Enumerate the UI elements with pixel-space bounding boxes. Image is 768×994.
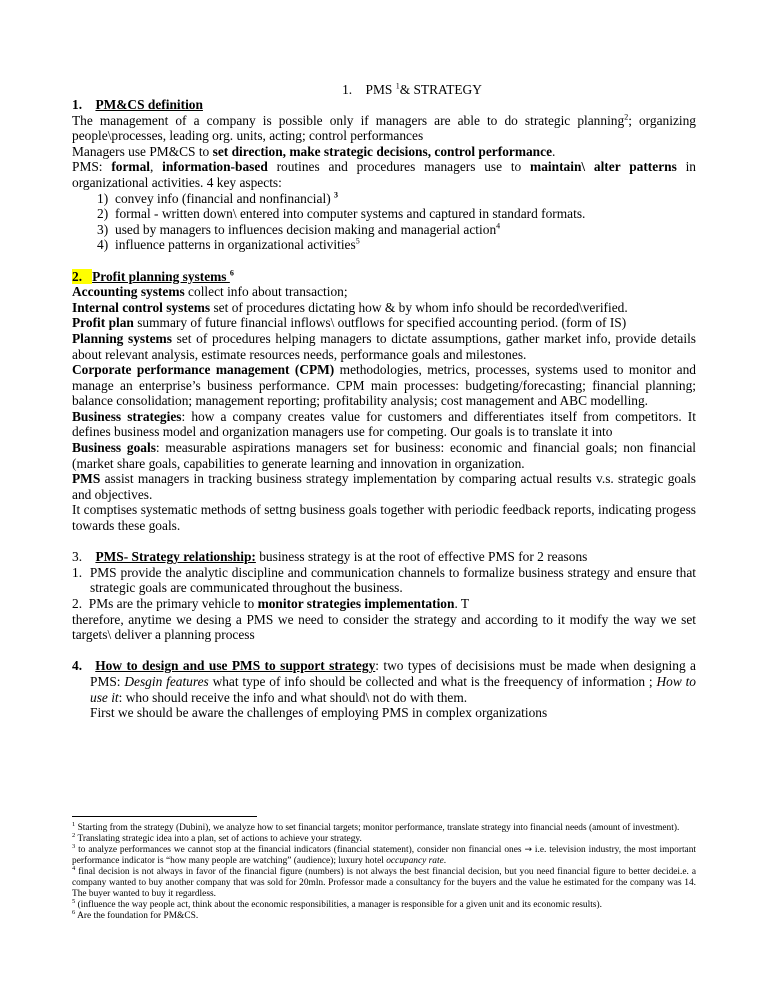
def-business-goals: Business goals: measurable aspirations managers set for business: economic and financial goals; non financial (market share goals, capabilities to generate learning and innovation in organization.	[72, 440, 696, 471]
def-planning-systems: Planning systems set of procedures helping managers to dictate assumptions, gather market info, provide details about relevant analysis, estimate resources needs, performance goals and milestones.	[72, 330, 696, 362]
list-item: 1) convey info (financial and nonfinancial) $^3$	[97, 190, 338, 206]
s3-conclusion: therefore, anytime we desing a PMS we need to consider the strategy and according to it modify the way we set targets\ deliver a planning process	[72, 611, 696, 643]
section-4-first: First we should be aware the challenges of employing PMS in complex organizations	[90, 705, 548, 721]
def-internal-control-systems: Internal control systems set of procedures dictating how & by whom info should be recorded\verified.	[72, 299, 628, 315]
footnote-2: $^2$ Translating strategic idea into a plan, set of actions to achieve your strategy.	[72, 831, 362, 844]
document-body	[72, 97, 696, 721]
section-1-heading: 1. PM&CS definition	[72, 97, 203, 112]
footnote-1: $^1$ Starting from the strategy (Dubini), we analyze how to set financial targets; monitor performance, translate strategy into financial needs (amount of investment).	[72, 820, 680, 833]
arrow-right-icon: →	[524, 845, 532, 855]
list-item: 4) influence patterns in organizational activities$^5$	[97, 236, 360, 253]
footnote-5: $^5$ (influence the way people act, think about the economic responsibilities, a manager is responsible for a given unit and its economic results).	[72, 897, 602, 910]
def-business-strategies: Business strategies: how a company creates value for customers and differentiates itself from competitors. It defines business model and organization managers use for competing. Our goals is to translate it into	[72, 408, 696, 440]
key-aspects-list	[72, 191, 696, 253]
footnote-4: $^4$ final decision is not always in favor of the financial figure (numbers) is not always the best financial decision, but you need financial figure to better decidei.e. a company wanted to buy another company that was sold for 20mln. Professor made a consultancy for the buyers and the value he estimated for the company was 14. The buyer wanted to buy it regardless.	[72, 864, 696, 899]
list-item: 3) used by managers to influences decision making and managerial action$^4$	[97, 221, 501, 237]
footnote-separator	[72, 816, 257, 817]
def-profit-plan: Profit plan summary of future financial inflows\ outflows for specified accounting period. (form of IS)	[72, 315, 627, 331]
def-cpm: Corporate performance management (CPM) methodologies, metrics, processes, systems used to monitor and manage an enterprise’s business performance. CPM main processes: budgeting/forecasting; financial planning; balance consolidation; management reporting; profitability analysis; cost management and ABC modelling.	[72, 362, 696, 409]
footnote-3: $^3$ to analyze performances we cannot stop at the financial indicators (financial statement), consider non financial ones → i.e. television industry, the most important performance indicator is “how many people are watching” (audience); luxury hotel occupancy rate.	[72, 842, 696, 866]
def-pms: PMS assist managers in tracking business strategy implementation by comparing actual results v.s. strategic goals and objectives.	[72, 471, 696, 502]
footnotes	[72, 816, 696, 922]
list-item: 2) formal - written down\ entered into computer systems and captured in standard formats.	[97, 206, 586, 222]
reason-1: 1. PMS provide the analytic discipline and communication channels to formalize business strategy and ensure that strategic goals are communicated throughout the business.	[72, 564, 696, 596]
section-4-paragraph: 4. How to design and use PMS to support strategy: two types of decisisions must be made when designing a PMS: Desgin features what type of info should be collected and what is the freequency of information ; How to use it: who should receive the info and what should\ not do with them.	[72, 658, 696, 705]
s1-paragraph-1: The management of a company is possible only if managers are able to do strategic planning$^2$; organizing people\processes, leading org. units, acting; control performances	[72, 112, 696, 144]
def-accounting-systems: Accounting systems collect info about transaction;	[72, 284, 348, 300]
section-3-heading: 3. PMS- Strategy relationship: business strategy is at the root of effective PMS for 2 reasons	[72, 549, 588, 565]
s1-paragraph-3: PMS: formal, information-based routines and procedures managers use to maintain\ alter patterns in organizational activities. 4 key aspects:	[72, 159, 696, 190]
s2-last-paragraph: It comptises systematic methods of settng business goals together with periodic feedback reports, indicating progess towards these goals.	[72, 502, 696, 534]
reason-2: 2. PMs are the primary vehicle to monitor strategies implementation. T	[72, 596, 470, 611]
section-2-heading: 2. Profit planning systems $^6$	[72, 268, 234, 284]
s1-paragraph-2: Managers use PM&CS to set direction, make strategic decisions, control performance.	[72, 143, 556, 159]
footnote-6: $^6$ Are the foundation for PM&CS.	[72, 908, 199, 921]
page-title: 1. PMS $^1$& STRATEGY	[342, 81, 482, 97]
